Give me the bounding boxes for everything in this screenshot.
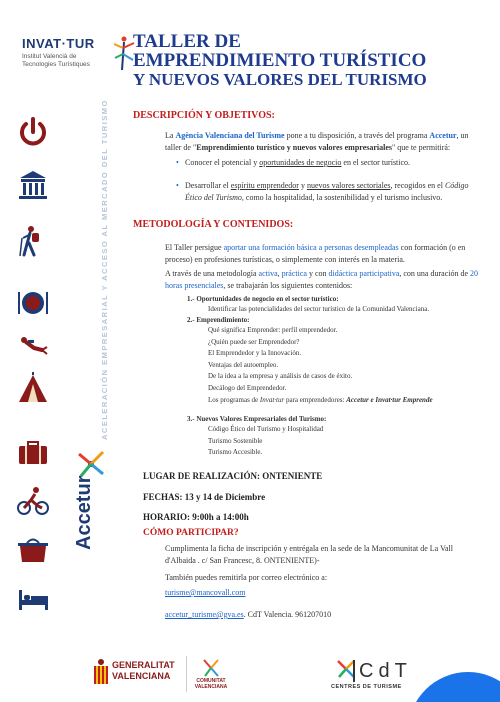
text-run: Los programas de	[208, 395, 260, 404]
list-item: ¿Quién puede ser Emprendedor?	[208, 337, 300, 346]
contact-row	[165, 609, 480, 621]
text-run: " que te permitirá:	[392, 142, 451, 152]
highlighted-term: didáctica participativa	[328, 269, 400, 278]
list-item: Qué significa Emprender: perfil emprendedor.	[208, 326, 338, 334]
highlighted-term: práctica	[281, 269, 307, 278]
list-item: El Emprendedor y la Innovación.	[208, 349, 302, 358]
diver-icon	[16, 330, 50, 364]
highlighted-term: aportar una formación básica a personas desempleadas	[223, 243, 399, 252]
underlined-term: espíritu emprendedor	[230, 181, 299, 190]
generalitat-logo	[78, 656, 258, 694]
invattur-logo	[22, 36, 122, 76]
cdt-phone: . CdT Valencia. 961207010	[243, 610, 332, 619]
generalitat-crest-icon	[94, 658, 108, 692]
italic-term: Invat·tur	[259, 395, 285, 404]
metodologia-paragraph-1	[165, 242, 480, 265]
section-3-title: 3.- Nuevos Valores Empresariales del Turismo:	[187, 415, 327, 423]
vertical-tagline: ACELERACIÓN EMPRESARIAL Y ACCESO AL MERCADO DEL TURISMO	[100, 99, 109, 440]
monument-icon	[16, 168, 50, 202]
power-icon	[16, 116, 50, 150]
luggage-icon	[16, 436, 50, 470]
underlined-term: nuevos valores sectoriales	[306, 181, 391, 190]
list-item: Turismo Accesible.	[208, 448, 263, 457]
list-item: Turismo Sostenible	[208, 436, 263, 445]
list-item: Código Ético del Turismo y Hospitalidad	[208, 425, 324, 433]
divider	[186, 656, 187, 692]
horario: HORARIO: 9:00h a 14:00h	[143, 512, 249, 522]
cyclist-icon	[16, 484, 50, 518]
list-item: De la idea a la empresa y análisis de casos de éxito.	[208, 372, 353, 381]
highlighted-term: 20 horas presenciales	[165, 269, 479, 290]
taller-name: Emprendimiento turístico y nuevos valores empresariales	[196, 142, 393, 152]
metodologia-paragraph-2	[165, 268, 480, 291]
page-title	[133, 32, 493, 89]
objective-bullet-2	[185, 180, 480, 203]
hiker-icon	[16, 224, 50, 258]
list-item	[208, 395, 478, 407]
bed-icon	[16, 582, 50, 616]
email-link-2[interactable]: accetur_turisme@gva.es	[165, 610, 244, 619]
invattur-logo-name: INVAT·TUR	[22, 36, 95, 51]
list-item: Decálogo del Emprendedor.	[208, 383, 287, 392]
text-run: Conocer el potencial y	[185, 158, 260, 167]
text-run: , con una duración de	[399, 269, 471, 278]
text-run: y	[298, 181, 307, 190]
title-line-2: EMPRENDIMIENTO TURÍSTICO	[133, 50, 427, 71]
cdt-logo	[323, 656, 418, 696]
underlined-term: oportunidades de negocio	[259, 158, 342, 167]
cooking-pot-icon	[16, 534, 50, 568]
cdt-subtitle: CENTRES DE TURISME	[331, 684, 402, 690]
text-run: El Taller persigue	[165, 243, 224, 252]
descripcion-paragraph	[165, 130, 480, 153]
list-item: Ventajas del autoempleo.	[208, 360, 279, 369]
text-run: con formación (o en proceso) en profesiones turísticas, o simplemente con interés en la materia.	[165, 243, 466, 264]
como-participar-heading: CÓMO PARTICIPAR?	[143, 528, 239, 538]
highlighted-term: activa	[258, 269, 278, 278]
section-2-title: 2.- Emprendimiento:	[187, 316, 250, 324]
cv-line-2: VALENCIANA	[194, 684, 228, 690]
email-link-1-row	[165, 587, 365, 599]
accetur-logo-word: Accetur	[73, 475, 95, 550]
text-run: para emprendedores:	[284, 395, 347, 404]
cdt-letters: CdT	[353, 660, 412, 682]
email-intro: También puedes remitirla por correo electrónico a:	[165, 573, 328, 582]
text-run: Desarrollar el	[185, 181, 231, 190]
title-line-1: TALLER DE	[133, 31, 241, 52]
fechas: FECHAS: 13 y 14 de Diciembre	[143, 492, 266, 502]
tent-icon	[16, 372, 50, 406]
accetur-name: Accetur	[429, 131, 457, 140]
text-run: pone a tu disposición, a través del programa	[284, 131, 430, 140]
section-3-list	[208, 424, 478, 459]
dining-icon	[16, 286, 50, 320]
descripcion-heading: DESCRIPCIÓN Y OBJETIVOS:	[133, 110, 275, 121]
section-1-title: 1.- Oportunidades de negocio en el sector turístico:	[187, 295, 339, 303]
floating-action-button[interactable]	[408, 672, 500, 702]
title-line-3: Y NUEVOS VALORES DEL TURISMO	[133, 70, 427, 89]
email-link-1[interactable]: turisme@mancovall.com	[165, 588, 246, 597]
text-run: en el sector turístico.	[341, 158, 411, 167]
comunitat-star-icon	[202, 658, 220, 678]
text-run: y con	[306, 269, 329, 278]
text-run: La	[165, 131, 176, 140]
text-run: , se trabajarán los siguientes contenidos:	[223, 280, 353, 290]
lugar-realizacion: LUGAR DE REALIZACIÓN: ONTENIENTE	[143, 471, 323, 481]
gv-line-2: VALENCIANA	[112, 671, 171, 681]
italic-term: Código Ético del Turismo	[185, 181, 469, 202]
section-2-list	[208, 325, 478, 406]
text-run: A través de una metodología	[165, 269, 259, 278]
invattur-logo-subtitle: Institut Valencià de Tecnologies Turístiques	[22, 53, 90, 68]
objective-bullet-1	[185, 157, 480, 169]
como-participar-text: Cumplimenta la ficha de inscripción y entrégala en la sede de la Mancomunitat de La Vall d'Albaida . c/ San Francesc, 8. ONTENIENTE)-	[165, 544, 453, 565]
section-1-item: Identificar las potencialidades del sector turístico de la Comunidad Valenciana.	[208, 305, 430, 313]
cv-line-1: COMUNITAT	[196, 678, 226, 684]
text-run: ,	[277, 269, 282, 278]
text-run: , como la hospitalidad, la sostenibilidad y el turismo inclusivo.	[241, 192, 443, 202]
text-run: , recogidos en el	[390, 181, 445, 190]
text-run: , un taller de "	[165, 131, 469, 152]
gv-line-1: GENERALITAT	[112, 660, 175, 670]
program-names: Accetur e Invat·tur Emprende	[346, 395, 433, 404]
agency-name: Agència Valenciana del Turisme	[175, 131, 285, 140]
metodologia-heading: METODOLOGÍA Y CONTENIDOS:	[133, 219, 294, 230]
